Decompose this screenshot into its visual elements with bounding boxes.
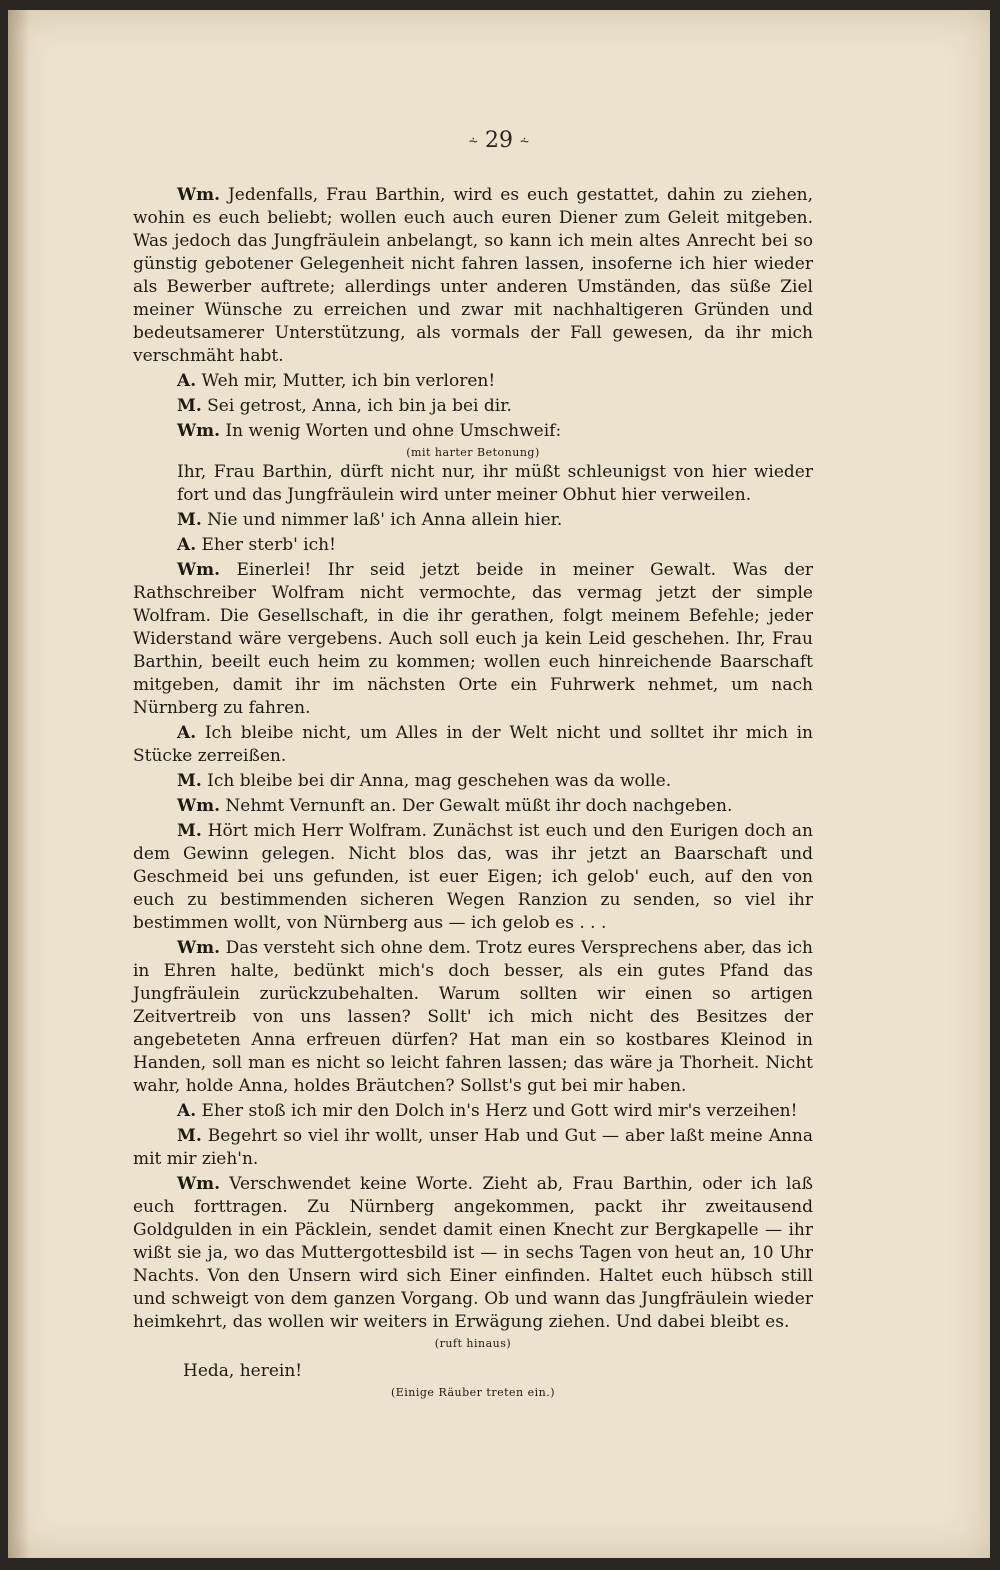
dialogue-line — [133, 370, 813, 393]
dialogue-line — [133, 937, 813, 1098]
speaker-label: A. — [177, 371, 197, 391]
speech-text: Nehmt Vernunft an. Der Gewalt müßt ihr doch nachgeben. — [225, 796, 733, 816]
ornament-left-icon: ⸞ — [468, 132, 478, 151]
book-page — [8, 10, 990, 1558]
speaker-label: M. — [177, 821, 202, 841]
speaker-label: A. — [177, 535, 197, 555]
dialogue-line — [133, 770, 813, 793]
speaker-label: A. — [177, 1101, 197, 1121]
speech-text: Begehrt so viel ihr wollt, unser Hab und Gut — aber laßt meine Anna mit mir zieh'n. — [133, 1126, 814, 1169]
speaker-label: M. — [177, 1126, 202, 1146]
speech-text: Weh mir, Mutter, ich bin verloren! — [201, 371, 496, 391]
speech-text: Nie und nimmer laß' ich Anna allein hier. — [207, 510, 563, 530]
page-number: 29 — [485, 128, 513, 153]
speech-text: Ich bleibe nicht, um Alles in der Welt nicht und solltet ihr mich in Stücke zerreißen. — [133, 723, 813, 766]
speaker-label: A. — [177, 723, 197, 743]
dialogue-continuation: Ihr, Frau Barthin, dürft nicht nur, ihr müßt schleunigst von hier wieder fort und das Jungfräulein wird unter meiner Obhut hier verweilen. — [177, 462, 813, 505]
speaker-label: Wm. — [177, 185, 220, 205]
dialogue-line — [133, 1173, 813, 1334]
speech-text: Jedenfalls, Frau Barthin, wird es euch gestattet, dahin zu ziehen, wohin es euch beliebt; wollen euch auch euren Diener zum Geleit mitgeben. Was jedoch das Jungfräulein anbelangt, so kann ich mein altes Anrecht bei so günstig gebotener Gelegenheit nicht fahren lassen, insoferne ich hier wieder als Bewerber auftrete; allerdings unter anderen Umständen, das süße Ziel meiner Wünsche zu erreichen und zwar mit nachhaltigeren Gründen und bedeutsamerer Unterstützung, als vormals der Fall gewesen, da ihr mich verschmäht habt. — [133, 185, 814, 366]
ornament-right-icon: ⸞ — [520, 132, 530, 151]
speaker-label: M. — [177, 510, 202, 530]
dialogue-line — [133, 534, 813, 557]
dialogue-line — [133, 395, 813, 418]
dialogue-text — [133, 184, 813, 1401]
dialogue-line — [133, 820, 813, 935]
dialogue-line — [133, 722, 813, 768]
speaker-label: M. — [177, 771, 202, 791]
dialogue-line — [133, 1125, 813, 1171]
dialogue-line — [133, 420, 813, 443]
stage-direction: (mit harter Betonung) — [406, 446, 540, 459]
speech-text: Eher sterb' ich! — [201, 535, 336, 555]
dialogue-line — [133, 795, 813, 818]
dialogue-line — [133, 509, 813, 532]
dialogue-line — [133, 559, 813, 720]
speaker-label: Wm. — [177, 796, 220, 816]
dialogue-continuation: Heda, herein! — [183, 1361, 303, 1381]
speaker-label: Wm. — [177, 560, 220, 580]
speech-text: Ich bleibe bei dir Anna, mag geschehen was da wolle. — [207, 771, 672, 791]
speech-text: In wenig Worten und ohne Umschweif: — [225, 421, 562, 441]
stage-direction: (Einige Räuber treten ein.) — [390, 1386, 556, 1399]
page-edge-shadow — [8, 10, 30, 1558]
speaker-label: Wm. — [177, 938, 220, 958]
page-header — [8, 128, 990, 153]
dialogue-line — [133, 1100, 813, 1123]
speech-text: Einerlei! Ihr seid jetzt beide in meiner Gewalt. Was der Rathschreiber Wolfram nicht vermochte, das vermag jetzt der simple Wolfram. Die Gesellschaft, in die ihr gerathen, folgt meinem Befehle; jeder Widerstand wäre vergebens. Auch soll euch ja kein Leid geschehen. Ihr, Frau Barthin, beeilt euch heim zu kommen; wollen euch hinreichende Baarschaft mitgeben, damit ihr im nächsten Orte ein Fuhrwerk nehmet, um nach Nürnberg zu fahren. — [133, 560, 814, 718]
speaker-label: M. — [177, 396, 202, 416]
speaker-label: Wm. — [177, 421, 220, 441]
speech-text: Hört mich Herr Wolfram. Zunächst ist euch und den Eurigen doch an dem Gewinn gelegen. Nicht blos das, was ihr jetzt an Baarschaft und Geschmeid bei uns gefunden, ist euer Eigen; ich gelob' euch, auf den von euch zu bestimmenden sicheren Wegen Ranzion zu senden, so viel ihr bestimmen wollt, von Nürnberg aus — ich gelob es . . . — [133, 821, 813, 933]
stage-direction: (ruft hinaus) — [434, 1337, 512, 1350]
speaker-label: Wm. — [177, 1174, 220, 1194]
dialogue-line — [133, 184, 813, 368]
speech-text: Eher stoß ich mir den Dolch in's Herz und Gott wird mir's verzeihen! — [201, 1101, 798, 1121]
speech-text: Sei getrost, Anna, ich bin ja bei dir. — [207, 396, 512, 416]
speech-text: Das versteht sich ohne dem. Trotz eures Versprechens aber, das ich in Ehren halte, bedünkt mich's doch besser, als ein gutes Pfand das Jungfräulein zurückzubehalten. Warum sollten wir einen so artigen Zeitvertreib von uns lassen? Sollt' ich mich nicht des Besitzes der angebeteten Anna erfreuen dürfen? Hat man ein so kostbares Kleinod in Handen, soll man es nicht so leicht fahren lassen; das wäre ja Thorheit. Nicht wahr, holde Anna, holdes Bräutchen? Sollst's gut bei mir haben. — [133, 938, 813, 1096]
speech-text: Verschwendet keine Worte. Zieht ab, Frau Barthin, oder ich laß euch forttragen. Zu Nürnberg angekommen, packt ihr zweitausend Goldgulden in ein Päcklein, sendet damit einen Knecht zur Bergkapelle — ihr wißt sie ja, wo das Muttergottesbild ist — in sechs Tagen von heut an, 10 Uhr Nachts. Von den Unsern wird sich Einer einfinden. Haltet euch hübsch still und schweigt von dem ganzen Vorgang. Ob und wann das Jungfräulein wieder heimkehrt, das wollen wir weiters in Erwägung ziehen. Und dabei bleibt es. — [133, 1174, 813, 1332]
